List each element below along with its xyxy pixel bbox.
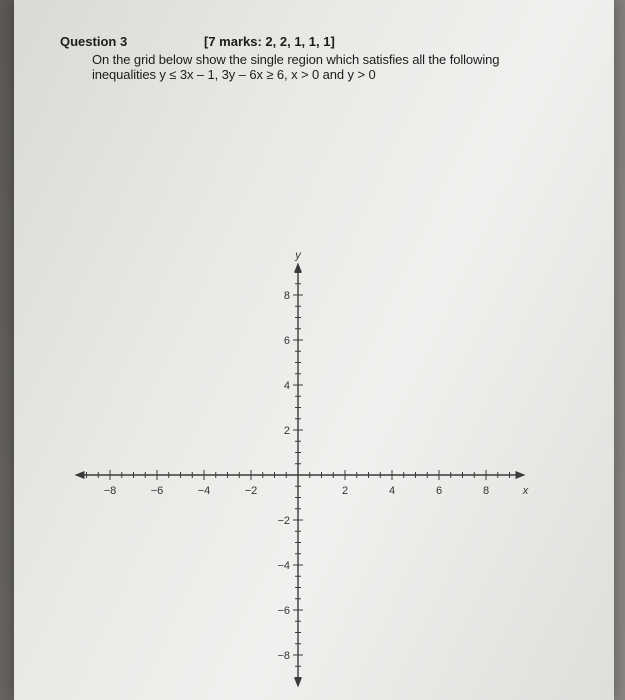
y-tick-label: 4 [283,380,290,392]
y-tick-label: 6 [283,335,290,347]
question-instruction-line-2: inequalities y ≤ 3x – 1, 3y – 6x ≥ 6, x > 0 and y > 0 [92,67,376,82]
question-instruction-line-1: On the grid below show the single region which satisfies all the following [92,52,500,67]
y-tick-label: −2 [277,515,290,527]
x-tick-label: −2 [244,485,258,497]
x-axis-right-arrow [516,471,526,479]
x-tick-label: 8 [482,485,490,497]
x-tick-label: 6 [435,485,443,497]
y-axis-bottom-arrow [294,678,302,688]
x-tick-label: 4 [388,485,396,497]
x-tick-label: −8 [103,485,117,497]
y-tick-label: −4 [277,560,290,572]
x-tick-label: −6 [150,485,164,497]
x-tick-label: 2 [341,485,349,497]
y-tick-label: −8 [277,650,290,662]
y-tick-label: 2 [283,425,290,437]
y-axis-name: y [295,249,301,262]
question-title: Question 3 [60,34,128,49]
x-axis-left-arrow [75,471,85,479]
y-tick-label: −6 [277,605,290,617]
question-marks: [7 marks: 2, 2, 1, 1, 1] [204,34,335,49]
x-tick-label: −4 [197,485,211,497]
x-axis-name: x [522,485,529,497]
y-tick-label: 8 [283,290,290,302]
y-axis-top-arrow [294,263,302,273]
